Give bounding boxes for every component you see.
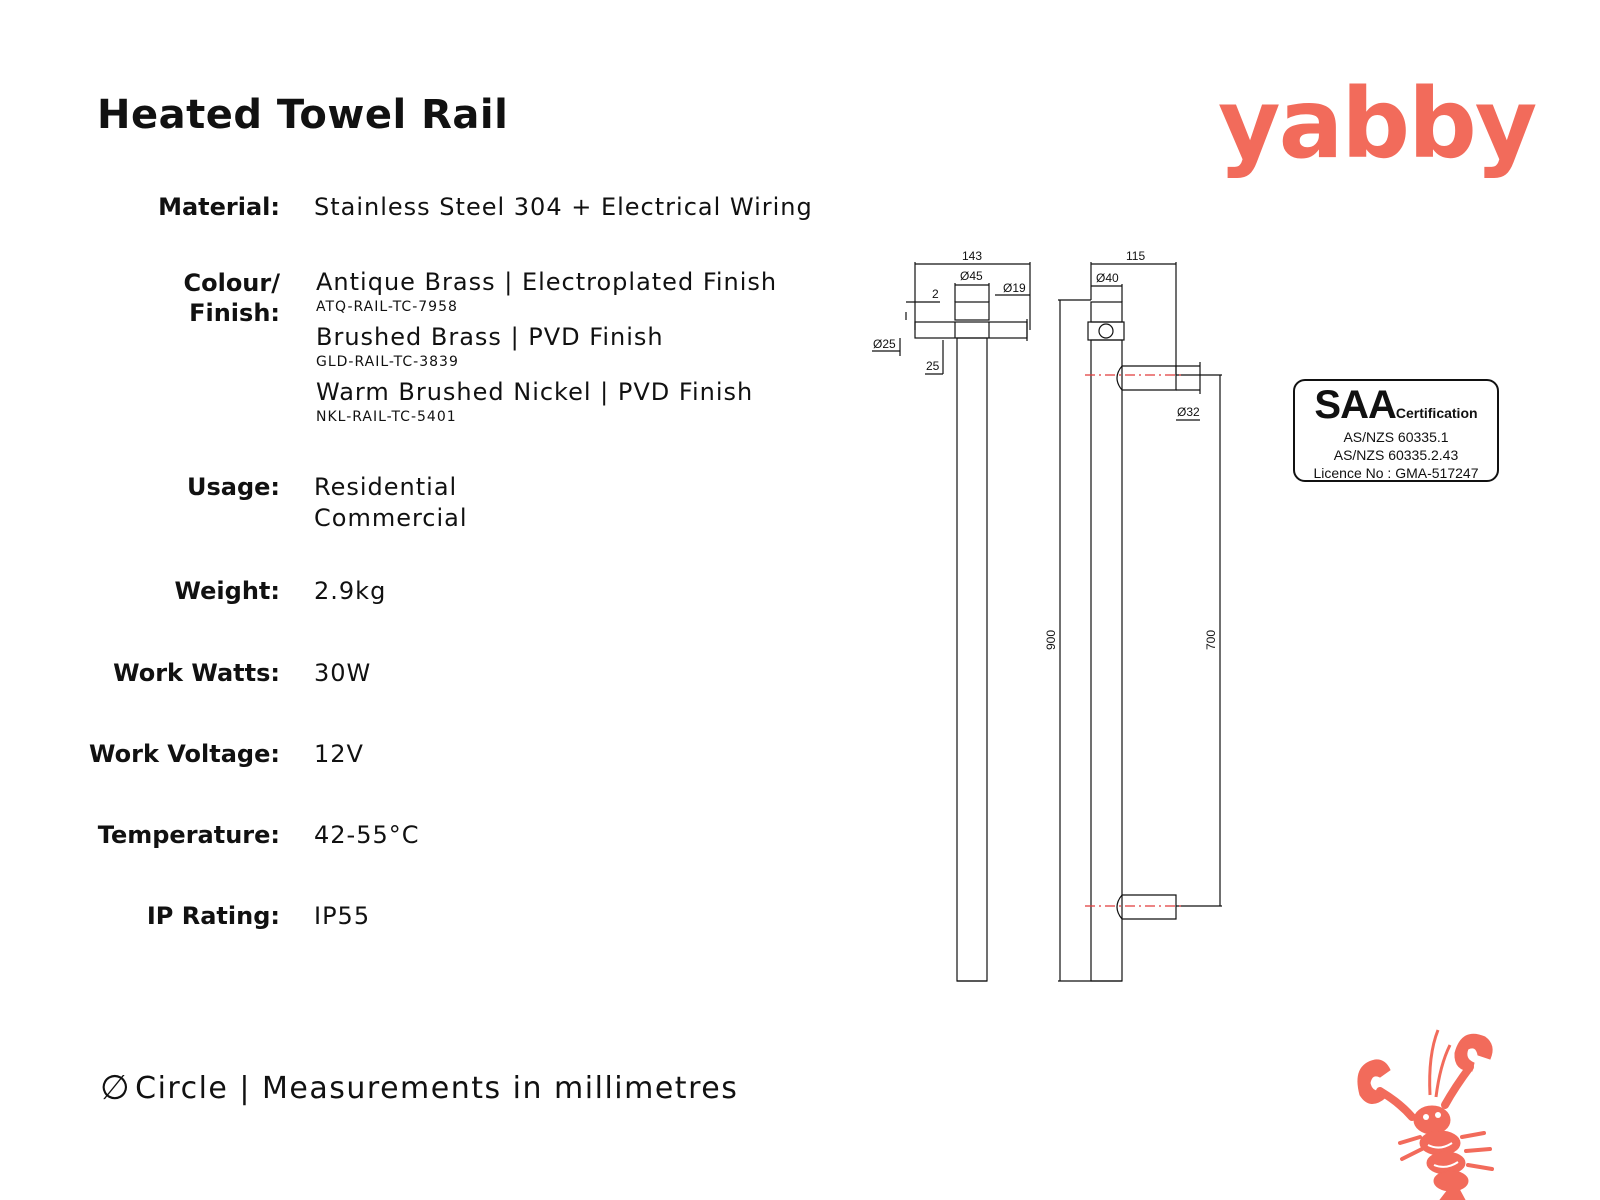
temperature-label: Temperature: — [97, 821, 280, 849]
finish-code: GLD-RAIL-TC-3839 — [316, 354, 459, 370]
temperature-value: 42-55°C — [314, 821, 420, 849]
finish-name: Brushed Brass | PVD Finish — [316, 323, 664, 351]
finish-name: Antique Brass | Electroplated Finish — [316, 268, 778, 296]
dim-front-base-len: 25 — [926, 359, 940, 373]
page-title: Heated Towel Rail — [97, 92, 509, 138]
dim-side-bar-dia: Ø32 — [1177, 405, 1200, 419]
ip-rating-value: IP55 — [314, 902, 371, 930]
footnote-text: Circle | Measurements in millimetres — [135, 1070, 739, 1106]
colour-label-line1: Colour/ — [183, 269, 280, 297]
saa-certification-badge — [1293, 379, 1499, 482]
saa-mark: SAA — [1314, 383, 1396, 427]
saa-standard: AS/NZS 60335.1 — [1343, 429, 1449, 445]
saa-certification-word: Certification — [1395, 405, 1478, 421]
dim-front-base-dia: Ø25 — [873, 337, 896, 351]
finish-name: Warm Brushed Nickel | PVD Finish — [316, 378, 754, 406]
saa-standard: AS/NZS 60335.2.43 — [1333, 447, 1459, 463]
finish-code: NKL-RAIL-TC-5401 — [316, 409, 457, 425]
voltage-label: Work Voltage: — [89, 740, 280, 768]
lobster-icon — [1350, 1025, 1550, 1200]
measurement-footnote — [100, 1068, 738, 1108]
dim-front-offset: 2 — [932, 287, 939, 301]
dim-front-head-dia: Ø45 — [960, 269, 983, 283]
watts-label: Work Watts: — [113, 659, 280, 687]
usage-value: Residential — [314, 473, 458, 501]
usage-value: Commercial — [314, 504, 468, 532]
dim-front-arm-dia: Ø19 — [1003, 281, 1026, 295]
voltage-value: 12V — [314, 740, 364, 768]
ip-rating-label: IP Rating: — [146, 902, 280, 930]
watts-value: 30W — [314, 659, 372, 687]
dim-side-height: 900 — [1044, 629, 1058, 651]
saa-licence: Licence No : GMA-517247 — [1313, 465, 1479, 481]
material-value: Stainless Steel 304 + Electrical Wiring — [314, 193, 813, 221]
usage-label: Usage: — [186, 473, 280, 501]
dim-side-head-dia: Ø40 — [1096, 271, 1119, 285]
weight-value: 2.9kg — [314, 577, 387, 605]
dim-side-depth: 115 — [1126, 249, 1146, 263]
material-label: Material: — [158, 193, 280, 221]
diameter-icon: ∅ — [100, 1068, 132, 1108]
finish-code: ATQ-RAIL-TC-7958 — [316, 299, 458, 315]
weight-label: Weight: — [174, 577, 280, 605]
colour-label-line2: Finish: — [189, 299, 280, 327]
dim-front-width: 143 — [962, 249, 983, 263]
brand-logo: yabby — [1218, 68, 1536, 180]
dim-side-spacing: 700 — [1204, 629, 1218, 651]
